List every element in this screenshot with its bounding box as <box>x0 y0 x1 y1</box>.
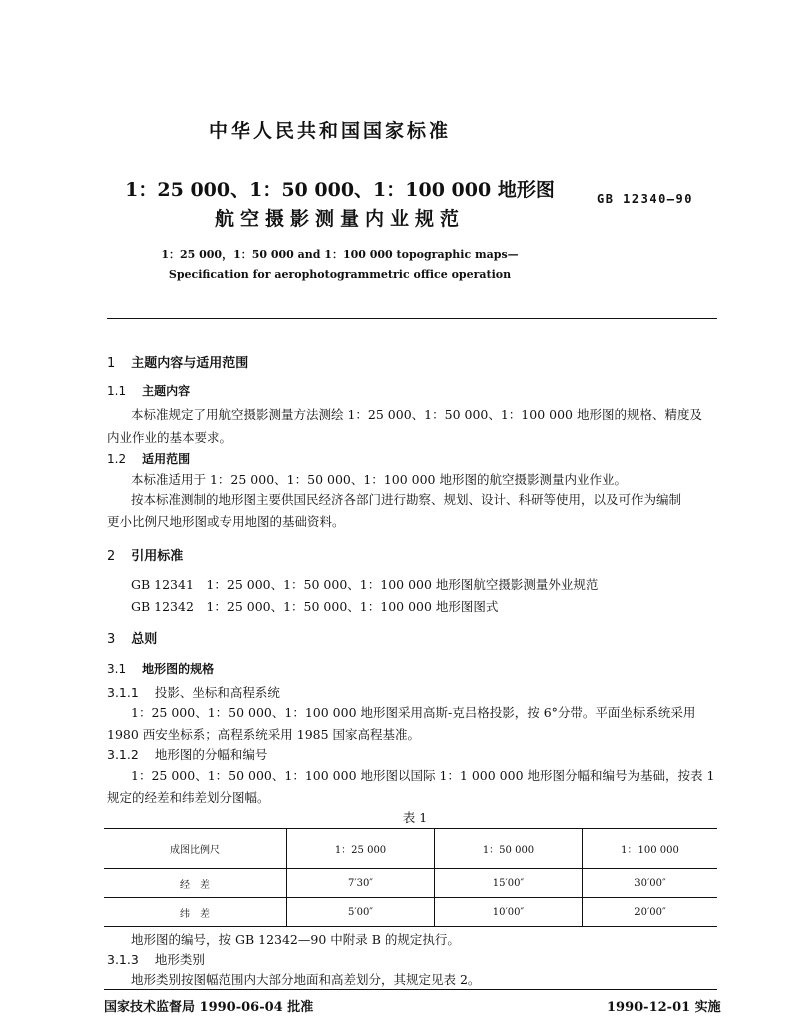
table-cell: 5′00″ <box>287 898 435 927</box>
approval-line: 国家技术监督局 1990-06-04 批准 <box>104 1000 314 1015</box>
section-1-title: 主题内容与适用范围 <box>131 356 249 371</box>
section-3-1-3-number: 3.1.3 <box>107 952 139 967</box>
section-1-1-number: 1.1 <box>107 384 127 398</box>
english-title-line2: Specification for aerophotogrammetric office operation <box>168 268 512 281</box>
section-3-1-2-number: 3.1.2 <box>107 747 139 762</box>
section-3-1-3-heading <box>107 950 205 968</box>
section-3-1-1-number: 3.1.1 <box>107 685 139 700</box>
section-3-1-1-title: 投影、坐标和高程系统 <box>154 685 280 700</box>
section-3-1-title: 地形图的规格 <box>142 662 215 676</box>
section-3-1-2-title: 地形图的分幅和编号 <box>154 747 268 762</box>
table-cell: 20′00″ <box>583 898 718 927</box>
header-divider <box>107 318 717 319</box>
english-title-line1: 1：25 000，1：50 000 and 1：100 000 topographic maps— <box>161 248 519 261</box>
section-3-1-number: 3.1 <box>107 662 127 676</box>
table-caption: 表 1 <box>402 810 428 825</box>
table-cell: 7′30″ <box>287 869 435 898</box>
section-2-number: 2 <box>107 549 116 564</box>
table-header-cell: 1：25 000 <box>287 829 435 869</box>
table-row <box>104 869 717 898</box>
paragraph: 地形类别按图幅范围内大部分地面和高差划分，其规定见表 2。 <box>131 972 481 987</box>
section-1-heading <box>107 352 248 371</box>
table-cell: 30′00″ <box>583 869 718 898</box>
reference-item: GB 12341 1：25 000、1：50 000、1：100 000 地形图航空摄影测量外业规范 <box>131 577 599 592</box>
table-header-row <box>104 829 717 869</box>
paragraph: 规定的经差和纬差划分图幅。 <box>107 790 270 805</box>
section-1-number: 1 <box>107 356 116 371</box>
document-title-line2: 航空摄影测量内业规范 <box>214 208 465 230</box>
paragraph: 本标准规定了用航空摄影测量方法测绘 1：25 000、1：50 000、1：100 000 地形图的规格、精度及 <box>131 407 702 422</box>
section-1-2-number: 1.2 <box>107 452 127 466</box>
footer-divider <box>104 989 717 990</box>
table-header-cell: 成图比例尺 <box>104 829 287 869</box>
table-cell: 15′00″ <box>435 869 583 898</box>
paragraph: 本标准适用于 1：25 000、1：50 000、1：100 000 地形图的航空摄影测量内业作业。 <box>131 472 627 487</box>
document-title-line1: 1：25 000、1：50 000、1：100 000 地形图 <box>125 179 555 201</box>
table-1 <box>104 828 717 927</box>
paragraph: 1：25 000、1：50 000、1：100 000 地形图采用高斯-克吕格投影，按 6°分带。平面坐标系统采用 <box>131 705 696 720</box>
paragraph: 1980 西安坐标系；高程系统采用 1985 国家高程基准。 <box>107 727 421 742</box>
table-cell: 经 差 <box>104 869 287 898</box>
section-2-title: 引用标准 <box>131 549 184 564</box>
section-2-heading <box>107 545 183 564</box>
table-cell: 10′00″ <box>435 898 583 927</box>
section-3-number: 3 <box>107 632 116 647</box>
section-3-1-heading <box>107 660 214 677</box>
paragraph: 内业作业的基本要求。 <box>107 430 233 445</box>
paragraph: 地形图的编号，按 GB 12342—90 中附录 B 的规定执行。 <box>131 932 460 947</box>
section-3-1-2-heading <box>107 745 267 763</box>
section-3-title: 总则 <box>131 632 158 647</box>
table-cell: 纬 差 <box>104 898 287 927</box>
table-header-cell: 1：100 000 <box>583 829 718 869</box>
table-header-cell: 1：50 000 <box>435 829 583 869</box>
paragraph: 1：25 000、1：50 000、1：100 000 地形图以国际 1：1 000 000 地形图分幅和编号为基础，按表 1 <box>131 768 715 783</box>
section-1-1-heading <box>107 382 190 399</box>
section-1-2-heading <box>107 450 190 467</box>
standard-code: GB 12340—90 <box>597 192 693 206</box>
section-1-1-title: 主题内容 <box>142 384 191 398</box>
section-3-heading <box>107 628 157 647</box>
table-row <box>104 898 717 927</box>
national-standard-heading: 中华人民共和国国家标准 <box>208 120 451 142</box>
section-3-1-1-heading <box>107 683 280 701</box>
section-1-2-title: 适用范围 <box>142 452 191 466</box>
paragraph: 按本标准测制的地形图主要供国民经济各部门进行勘察、规划、设计、科研等使用，以及可作为编制 <box>131 492 682 507</box>
reference-item: GB 12342 1：25 000、1：50 000、1：100 000 地形图图式 <box>131 599 499 614</box>
section-3-1-3-title: 地形类别 <box>154 952 205 967</box>
effective-date: 1990-12-01 实施 <box>607 1000 721 1015</box>
paragraph: 更小比例尺地形图或专用地图的基础资料。 <box>107 514 345 529</box>
